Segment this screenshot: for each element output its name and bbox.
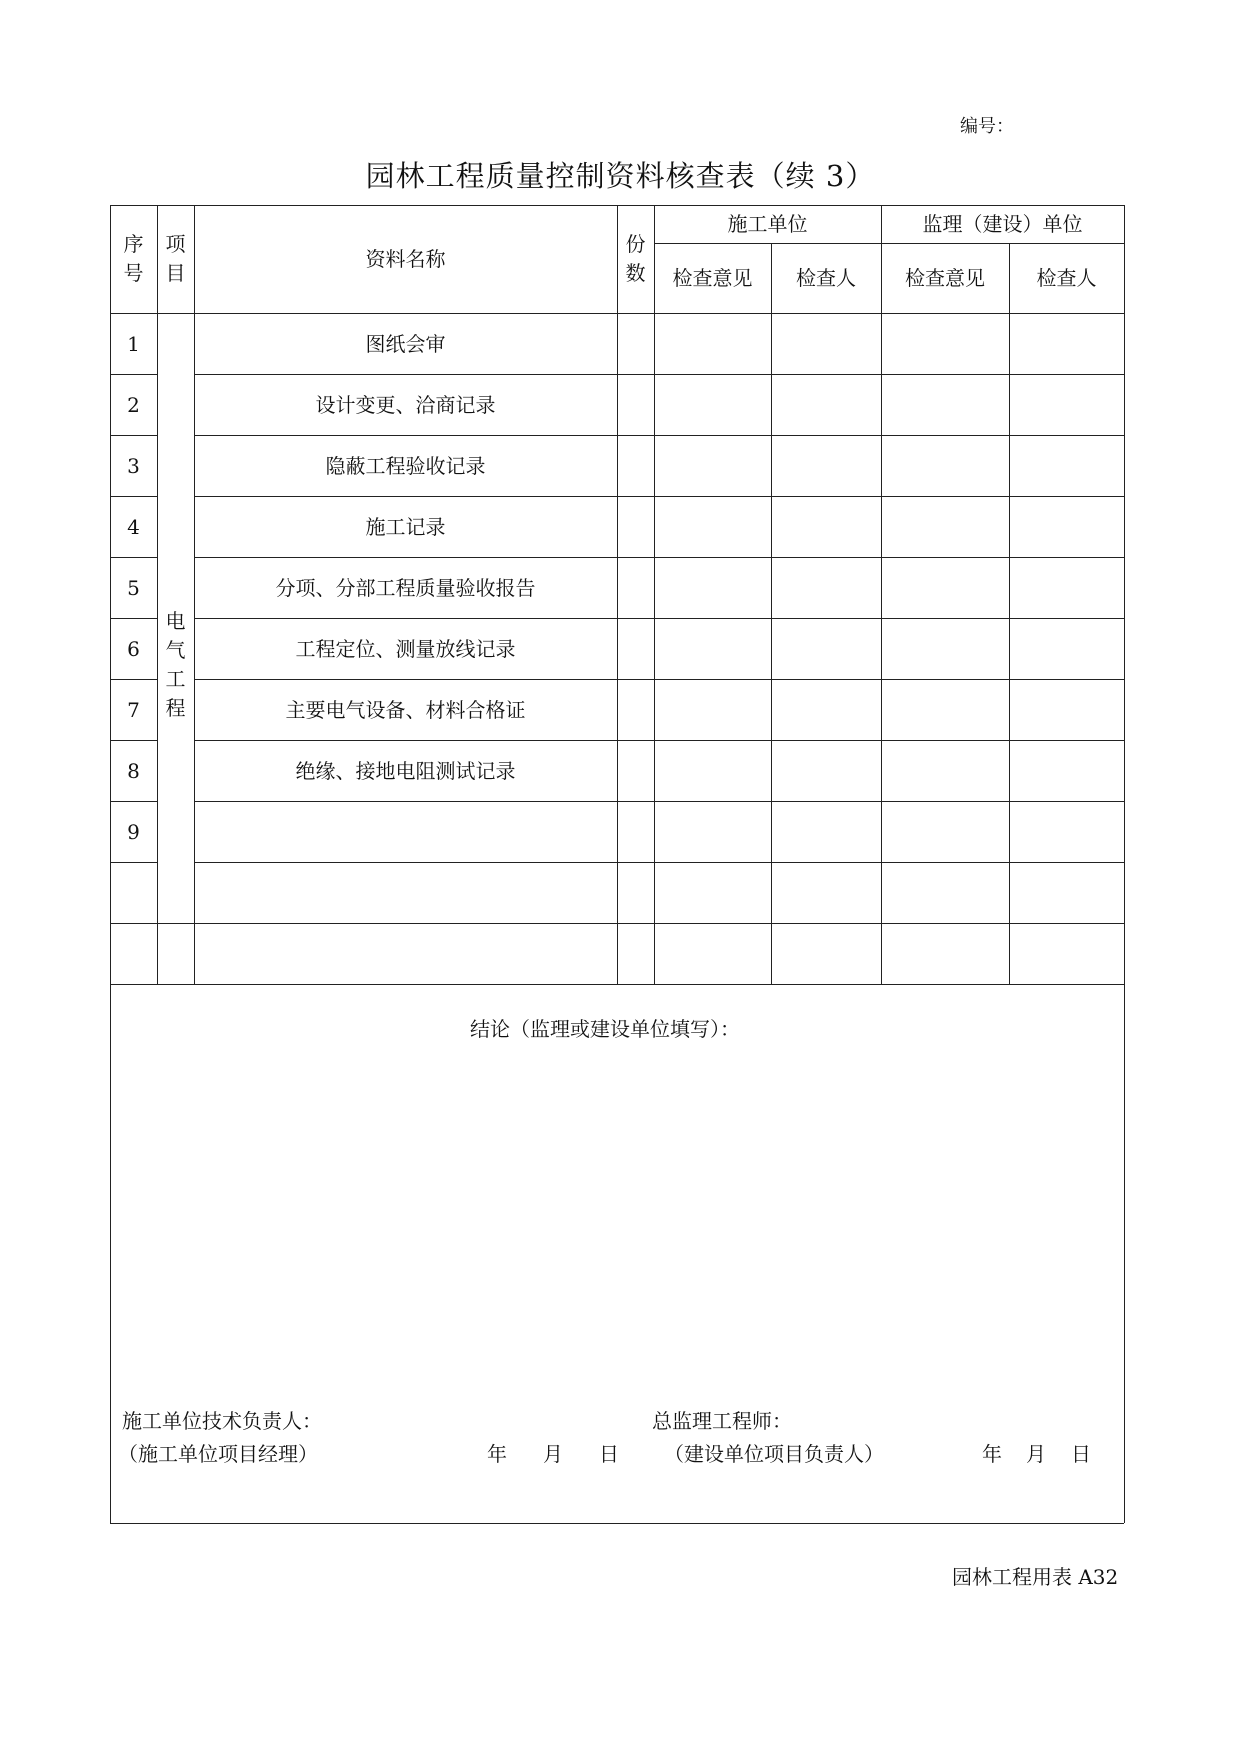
row-seq (110, 862, 157, 923)
row-document-name: 设计变更、洽商记录 (315, 392, 496, 417)
header-seq: 序 号 (123, 232, 144, 285)
row-seq: 5 (127, 575, 140, 600)
row-document-name (194, 923, 617, 984)
document-number-label: 编号： (960, 116, 1014, 137)
form-code-footer: 园林工程用表 A32 (952, 1565, 1119, 1589)
row-seq: 1 (127, 331, 140, 356)
contractor-tech-lead-label: 施工单位技术负责人： (122, 1409, 322, 1433)
row-seq: 8 (127, 758, 140, 783)
row-document-name: 绝缘、接地电阻测试记录 (295, 758, 516, 783)
supervisor-date-year: 年 (982, 1442, 1002, 1466)
row-seq: 3 (127, 453, 140, 478)
header-document-name: 资料名称 (365, 247, 446, 271)
chief-supervisor-label: 总监理工程师： (652, 1409, 792, 1433)
row-seq: 2 (127, 392, 140, 417)
page-title: 园林工程质量控制资料核查表（续 3） (365, 159, 876, 193)
header-supervisor-checker: 检查人 (1036, 266, 1097, 290)
row-document-name (194, 862, 617, 923)
row-document-name: 图纸会审 (365, 331, 446, 356)
row-seq: 7 (127, 697, 140, 722)
quality-check-table (110, 205, 1124, 1523)
row-seq (110, 923, 157, 984)
row-seq: 9 (127, 819, 140, 844)
header-contractor-unit: 施工单位 (727, 212, 808, 236)
row-document-name: 工程定位、测量放线记录 (295, 636, 516, 661)
supervisor-date-day: 日 (1071, 1442, 1091, 1466)
owner-pm-label: （建设单位项目负责人） (664, 1442, 884, 1466)
conclusion-label: 结论（监理或建设单位填写）： (470, 1017, 740, 1041)
category-electrical-engineering: 电 气 工 程 (165, 609, 186, 720)
row-seq: 6 (127, 636, 140, 661)
row-document-name: 分项、分部工程质量验收报告 (275, 575, 536, 600)
header-contractor-opinion: 检查意见 (672, 266, 753, 290)
row-document-name: 主要电气设备、材料合格证 (285, 697, 526, 722)
contractor-date-day: 日 (599, 1442, 619, 1466)
header-copies: 份 数 (625, 232, 646, 285)
row-seq: 4 (127, 514, 140, 539)
row-document-name (194, 801, 617, 862)
contractor-date-month: 月 (543, 1442, 563, 1466)
header-item: 项 目 (165, 232, 186, 285)
header-contractor-checker: 检查人 (796, 266, 856, 290)
row-document-name: 隐蔽工程验收记录 (325, 453, 486, 478)
header-supervisor-opinion: 检查意见 (905, 266, 985, 290)
row-document-name: 施工记录 (365, 514, 446, 539)
supervisor-date-month: 月 (1026, 1442, 1046, 1466)
header-supervisor-unit: 监理（建设）单位 (922, 212, 1083, 236)
contractor-date-year: 年 (487, 1442, 507, 1466)
contractor-pm-label: （施工单位项目经理） (118, 1442, 318, 1466)
